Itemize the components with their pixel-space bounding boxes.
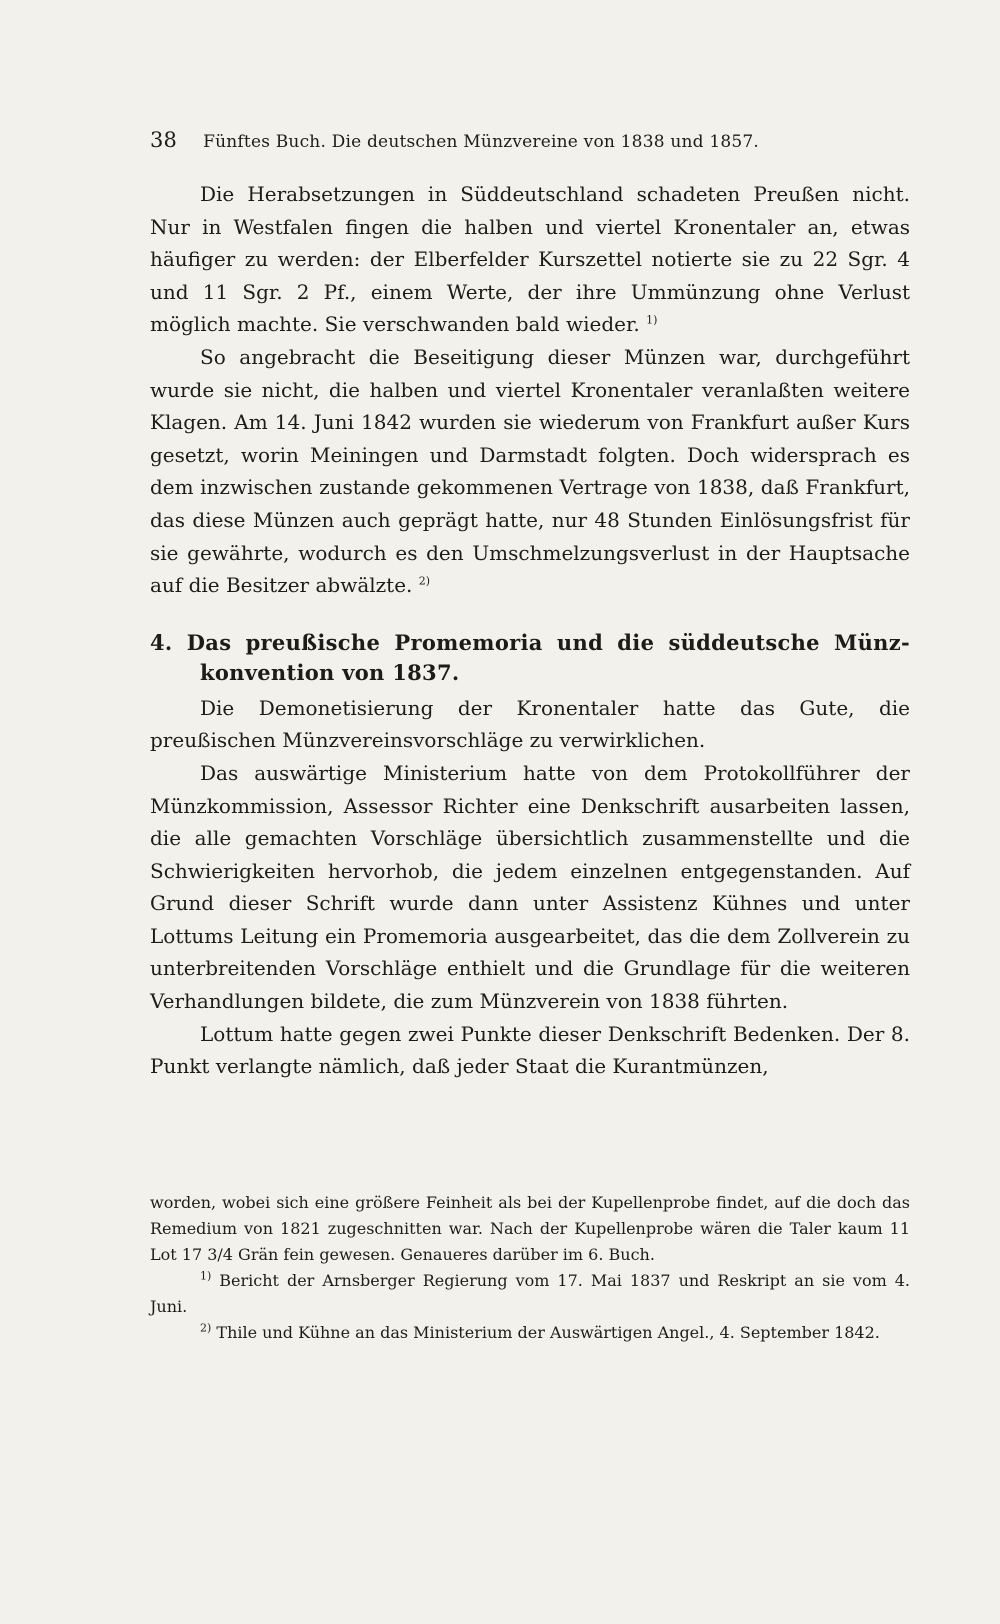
- footnote-continuation: worden, wobei sich eine größere Feinheit als bei der Kupellenprobe findet, auf die doch das Remedium von 1821 zugeschnitten war. Nach der Kupellenprobe wären die Taler kaum 11 Lot 17 3/4 Grän fein gewesen. Genaueres darüber im 6. Buch.: [150, 1193, 910, 1264]
- footnote: $^{2)}$ Thile und Kühne an das Ministerium der Auswärtigen Angel., 4. September 1842.: [200, 1321, 880, 1342]
- footnote-mark: 1): [200, 1269, 212, 1283]
- footnote-mark: 2): [418, 574, 431, 588]
- section-heading: [150, 628, 910, 688]
- paragraph: Die Herabsetzungen in Süddeutschland schadeten Preußen nicht. Nur in Westfalen fingen die halben und viertel Kronentaler an, etwas häufiger zu werden: der Elberfelder Kurszettel notierte sie zu 22 Sgr. 4 und 11 Sgr. 2 Pf., einem Werte, der ihre Ummünzung ohne Verlust möglich machte. Sie verschwanden bald wieder. $^{1)}$: [150, 182, 910, 337]
- paragraph: Die Demonetisierung der Kronentaler hatte das Gute, die preußischen Münzvereinsvorschläge zu verwirklichen.: [150, 695, 910, 753]
- running-header: [150, 128, 890, 152]
- paragraph: Das auswärtige Ministerium hatte von dem Protokollführer der Münzkommission, Assessor Richter eine Denkschrift ausarbeiten lassen, die alle gemachten Vorschläge übersichtlich zusammenstellte und die Schwierigkeiten hervorhob, die jedem einzelnen entgegenstanden. Auf Grund dieser Schrift wurde dann unter Assistenz Kühnes und unter Lottums Leitung ein Promemoria ausgearbeitet, das die dem Zollverein zu unterbreitenden Vorschläge enthielt und die Grundlage für die weiteren Verhandlungen bildete, die zum Münzverein von 1838 führten.: [150, 760, 910, 1014]
- footnote-mark: 1): [646, 313, 658, 327]
- paragraph: So angebracht die Beseitigung dieser Münzen war, durchgeführt wurde sie nicht, die halben und viertel Kronentaler veranlaßten weitere Klagen. Am 14. Juni 1842 wurden sie wiederum von Frankfurt außer Kurs gesetzt, worin Meiningen und Darmstadt folgten. Doch widersprach es dem inzwischen zustande gekommenen Vertrage von 1838, daß Frankfurt, das diese Münzen auch geprägt hatte, nur 48 Stunden Einlösungsfrist für sie gewährte, wodurch es den Umschmelzungsverlust in der Hauptsache auf die Besitzer abwälzte. $^{2)}$: [150, 344, 910, 598]
- footnote-mark: 2): [200, 1321, 212, 1335]
- footnote: $^{1)}$ Bericht der Arnsberger Regierung vom 17. Mai 1837 und Reskript an sie vom 4. Juni.: [150, 1269, 911, 1316]
- paragraph: Lottum hatte gegen zwei Punkte dieser Denkschrift Bedenken. Der 8. Punkt verlangte nämlich, daß jeder Staat die Kurantmünzen,: [150, 1021, 910, 1079]
- footnotes: [150, 1190, 910, 1346]
- page-number: 38: [150, 128, 178, 152]
- running-title: Fünftes Buch. Die deutschen Münzvereine von 1838 und 1857.: [203, 132, 759, 152]
- section-title-line1: Das preußische Promemoria und die süddeutsche Münz-: [186, 629, 910, 655]
- section-title-line2: konvention von 1837.: [200, 659, 460, 685]
- section-number: 4.: [150, 629, 173, 655]
- main-text: [150, 178, 910, 1083]
